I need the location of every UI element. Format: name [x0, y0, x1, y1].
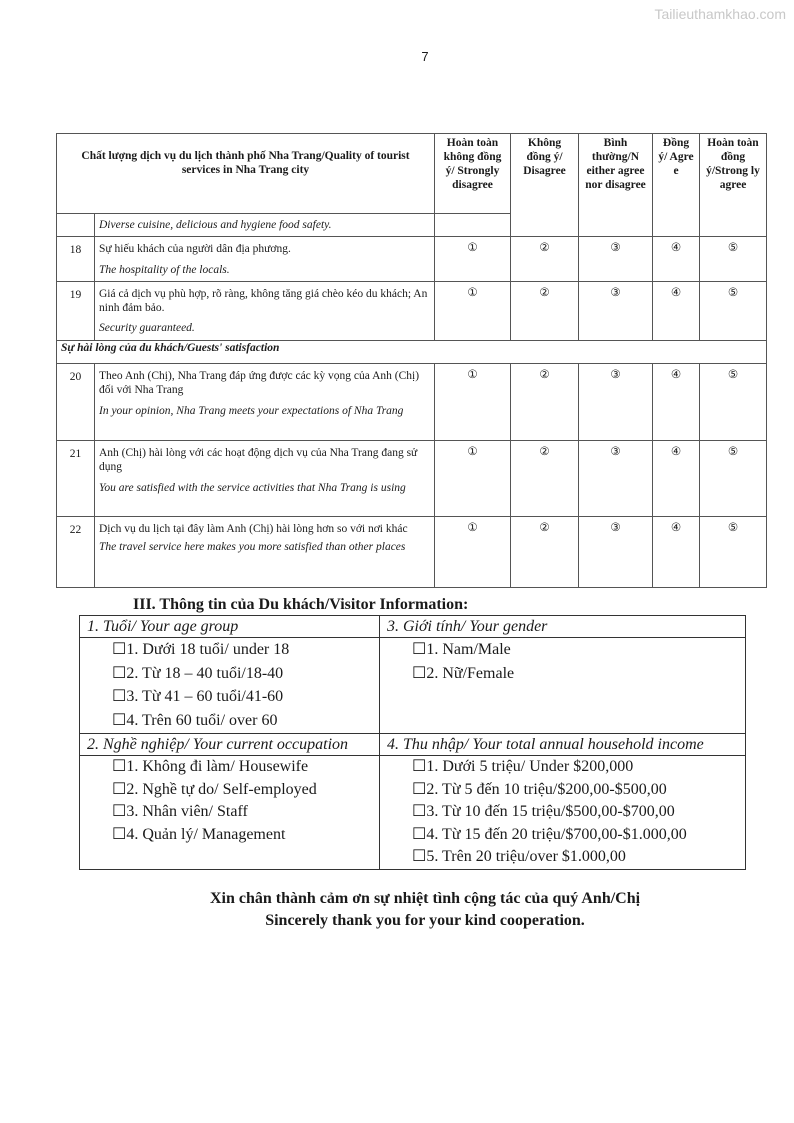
option-label: 4. Từ 15 đến 20 triệu/$700,00-$1.000,00 — [426, 825, 687, 843]
table-row — [57, 237, 767, 282]
rating-option-4[interactable]: ④ — [653, 364, 700, 441]
rating-option-3[interactable]: ③ — [579, 517, 653, 588]
occupation-option[interactable] — [87, 824, 372, 847]
section-row — [57, 341, 767, 364]
row-number: 19 — [57, 282, 95, 341]
rating-option-1[interactable]: ① — [435, 237, 511, 282]
rating-option-2[interactable]: ② — [511, 364, 579, 441]
age-option[interactable] — [87, 685, 372, 709]
page-number: 7 — [421, 49, 429, 64]
option-label: 3. Từ 10 đến 15 triệu/$500,00-$700,00 — [426, 803, 675, 821]
rating-option-1[interactable]: ① — [435, 441, 511, 517]
row-statement — [95, 364, 435, 441]
statement-en: You are satisfied with the service activities that Nha Trang is using — [99, 482, 406, 494]
option-label: 3. Nhân viên/ Staff — [126, 803, 248, 821]
age-option[interactable] — [87, 709, 372, 733]
rating-option-5[interactable]: ⑤ — [700, 441, 767, 517]
option-label: 2. Từ 18 – 40 tuổi/18-40 — [126, 664, 284, 682]
gender-option[interactable] — [387, 638, 738, 662]
occupation-options — [80, 756, 380, 870]
checkbox[interactable]: ☐ — [412, 825, 427, 843]
age-group-label: 1. Tuổi/ Your age group — [80, 616, 380, 638]
table-row — [57, 364, 767, 441]
row-statement — [95, 517, 435, 588]
checkbox[interactable]: ☐ — [112, 825, 127, 843]
statement-en: The hospitality of the locals. — [99, 264, 230, 276]
option-label: 4. Quản lý/ Management — [126, 825, 286, 843]
row-number: 21 — [57, 441, 95, 517]
table-row — [57, 282, 767, 341]
checkbox[interactable]: ☐ — [112, 664, 127, 682]
rating-option-3[interactable]: ③ — [579, 364, 653, 441]
rating-option-4[interactable]: ④ — [653, 441, 700, 517]
checkbox[interactable]: ☐ — [112, 712, 127, 730]
table-header-row — [57, 134, 767, 214]
checkbox[interactable]: ☐ — [112, 780, 127, 798]
gender-option[interactable] — [387, 662, 738, 686]
checkbox[interactable]: ☐ — [412, 641, 427, 658]
checkbox[interactable]: ☐ — [412, 803, 427, 821]
row-number: 18 — [57, 237, 95, 282]
option-label: 2. Nữ/Female — [426, 664, 515, 682]
rating-option-2[interactable]: ② — [511, 237, 579, 282]
checkbox[interactable]: ☐ — [412, 758, 427, 775]
rating-option-4[interactable]: ④ — [653, 517, 700, 588]
statement-en: In your opinion, Nha Trang meets your expectations of Nha Trang — [99, 405, 404, 417]
rating-option-3[interactable]: ③ — [579, 441, 653, 517]
age-option[interactable] — [87, 638, 372, 662]
scale-header-4: Đồng ý/ Agre e — [653, 134, 700, 237]
table-row — [57, 441, 767, 517]
checkbox[interactable]: ☐ — [412, 664, 427, 682]
rating-option-5[interactable]: ⑤ — [700, 517, 767, 588]
age-option[interactable] — [87, 662, 372, 686]
income-option[interactable] — [387, 824, 738, 847]
rating-option-2[interactable]: ② — [511, 441, 579, 517]
checkbox[interactable]: ☐ — [412, 780, 427, 798]
statement-vn: Anh (Chị) hài lòng với các hoạt động dịch vụ của Nha Trang đang sử dụng — [99, 447, 418, 473]
occupation-label: 2. Nghề nghiệp/ Your current occupation — [80, 734, 380, 756]
option-label: 1. Không đi làm/ Housewife — [126, 758, 309, 775]
gender-options — [380, 638, 746, 734]
rating-option-2[interactable]: ② — [511, 282, 579, 341]
watermark: Tailieuthamkhao.com — [654, 6, 786, 22]
rating-option-5[interactable]: ⑤ — [700, 237, 767, 282]
statement-en: The travel service here makes you more satisfied than other places — [99, 541, 406, 553]
scale-header-2: Không đồng ý/ Disagree — [511, 134, 579, 237]
rating-option-4[interactable]: ④ — [653, 237, 700, 282]
checkbox[interactable]: ☐ — [112, 758, 127, 775]
statement-vn: Theo Anh (Chị), Nha Trang đáp ứng được các kỳ vọng của Anh (Chị) đối với Nha Trang — [99, 370, 420, 396]
income-option[interactable] — [387, 846, 738, 869]
income-options — [380, 756, 746, 870]
option-label: 3. Từ 41 – 60 tuổi/41-60 — [126, 688, 284, 706]
row-statement — [95, 282, 435, 341]
visitor-info-heading: III. Thông tin của Du khách/Visitor Information: — [133, 596, 469, 613]
statement-vn: Dịch vụ du lịch tại đây làm Anh (Chị) hài lòng hơn so với nơi khác — [99, 523, 408, 535]
income-option[interactable] — [387, 756, 738, 779]
carry-over-text: Diverse cuisine, delicious and hygiene food safety. — [95, 214, 435, 237]
age-group-options — [80, 638, 380, 734]
survey-table — [56, 133, 767, 588]
rating-option-1[interactable]: ① — [435, 517, 511, 588]
statement-vn: Giá cả dịch vụ phù hợp, rõ ràng, không tăng giá chèo kéo du khách; An ninh đảm bảo. — [99, 288, 428, 314]
scale-header-1: Hoàn toàn không đồng ý/ Strongly disagree — [435, 134, 511, 214]
checkbox[interactable]: ☐ — [412, 848, 427, 866]
rating-option-1[interactable]: ① — [435, 282, 511, 341]
scale-header-5: Hoàn toàn đồng ý/Strong ly agree — [700, 134, 767, 237]
table-title: Chất lượng dịch vụ du lịch thành phố Nha Trang/Quality of tourist services in Nha Trang city — [57, 134, 435, 214]
row-statement — [95, 441, 435, 517]
visitor-info-table — [79, 615, 746, 870]
rating-option-1[interactable]: ① — [435, 364, 511, 441]
rating-option-3[interactable]: ③ — [579, 237, 653, 282]
section-label: Sự hài lòng của du khách/Guests' satisfaction — [57, 341, 767, 364]
option-label: 1. Nam/Male — [426, 641, 511, 658]
gender-label: 3. Giới tính/ Your gender — [380, 616, 746, 638]
occupation-option[interactable] — [87, 779, 372, 802]
thanks-en: Sincerely thank you for your kind cooperation. — [265, 912, 585, 929]
row-statement — [95, 237, 435, 282]
rating-option-4[interactable]: ④ — [653, 282, 700, 341]
row-number: 22 — [57, 517, 95, 588]
checkbox[interactable]: ☐ — [112, 803, 127, 821]
income-label: 4. Thu nhập/ Your total annual household income — [380, 734, 746, 756]
rating-option-5[interactable]: ⑤ — [700, 282, 767, 341]
table-row — [57, 517, 767, 588]
thanks-vn: Xin chân thành cảm ơn sự nhiệt tình cộng tác của quý Anh/Chị — [209, 890, 641, 907]
statement-en: Security guaranteed. — [99, 322, 195, 334]
checkbox[interactable]: ☐ — [112, 688, 127, 706]
rating-option-5[interactable]: ⑤ — [700, 364, 767, 441]
row-number: 20 — [57, 364, 95, 441]
checkbox[interactable]: ☐ — [112, 641, 127, 658]
option-label: 1. Dưới 18 tuổi/ under 18 — [126, 641, 290, 658]
option-label: 4. Trên 60 tuổi/ over 60 — [126, 712, 278, 730]
occupation-option[interactable] — [87, 756, 372, 779]
rating-option-3[interactable]: ③ — [579, 282, 653, 341]
income-option[interactable] — [387, 801, 738, 824]
income-option[interactable] — [387, 779, 738, 802]
option-label: 5. Trên 20 triệu/over $1.000,00 — [426, 848, 626, 866]
rating-option-2[interactable]: ② — [511, 517, 579, 588]
option-label: 1. Dưới 5 triệu/ Under $200,000 — [426, 758, 634, 775]
occupation-option[interactable] — [87, 801, 372, 824]
option-label: 2. Nghề tự do/ Self-employed — [126, 780, 317, 798]
option-label: 2. Từ 5 đến 10 triệu/$200,00-$500,00 — [426, 780, 667, 798]
scale-header-3: Bình thường/N either agree nor disagree — [579, 134, 653, 237]
statement-vn: Sự hiếu khách của người dân địa phương. — [99, 243, 291, 255]
